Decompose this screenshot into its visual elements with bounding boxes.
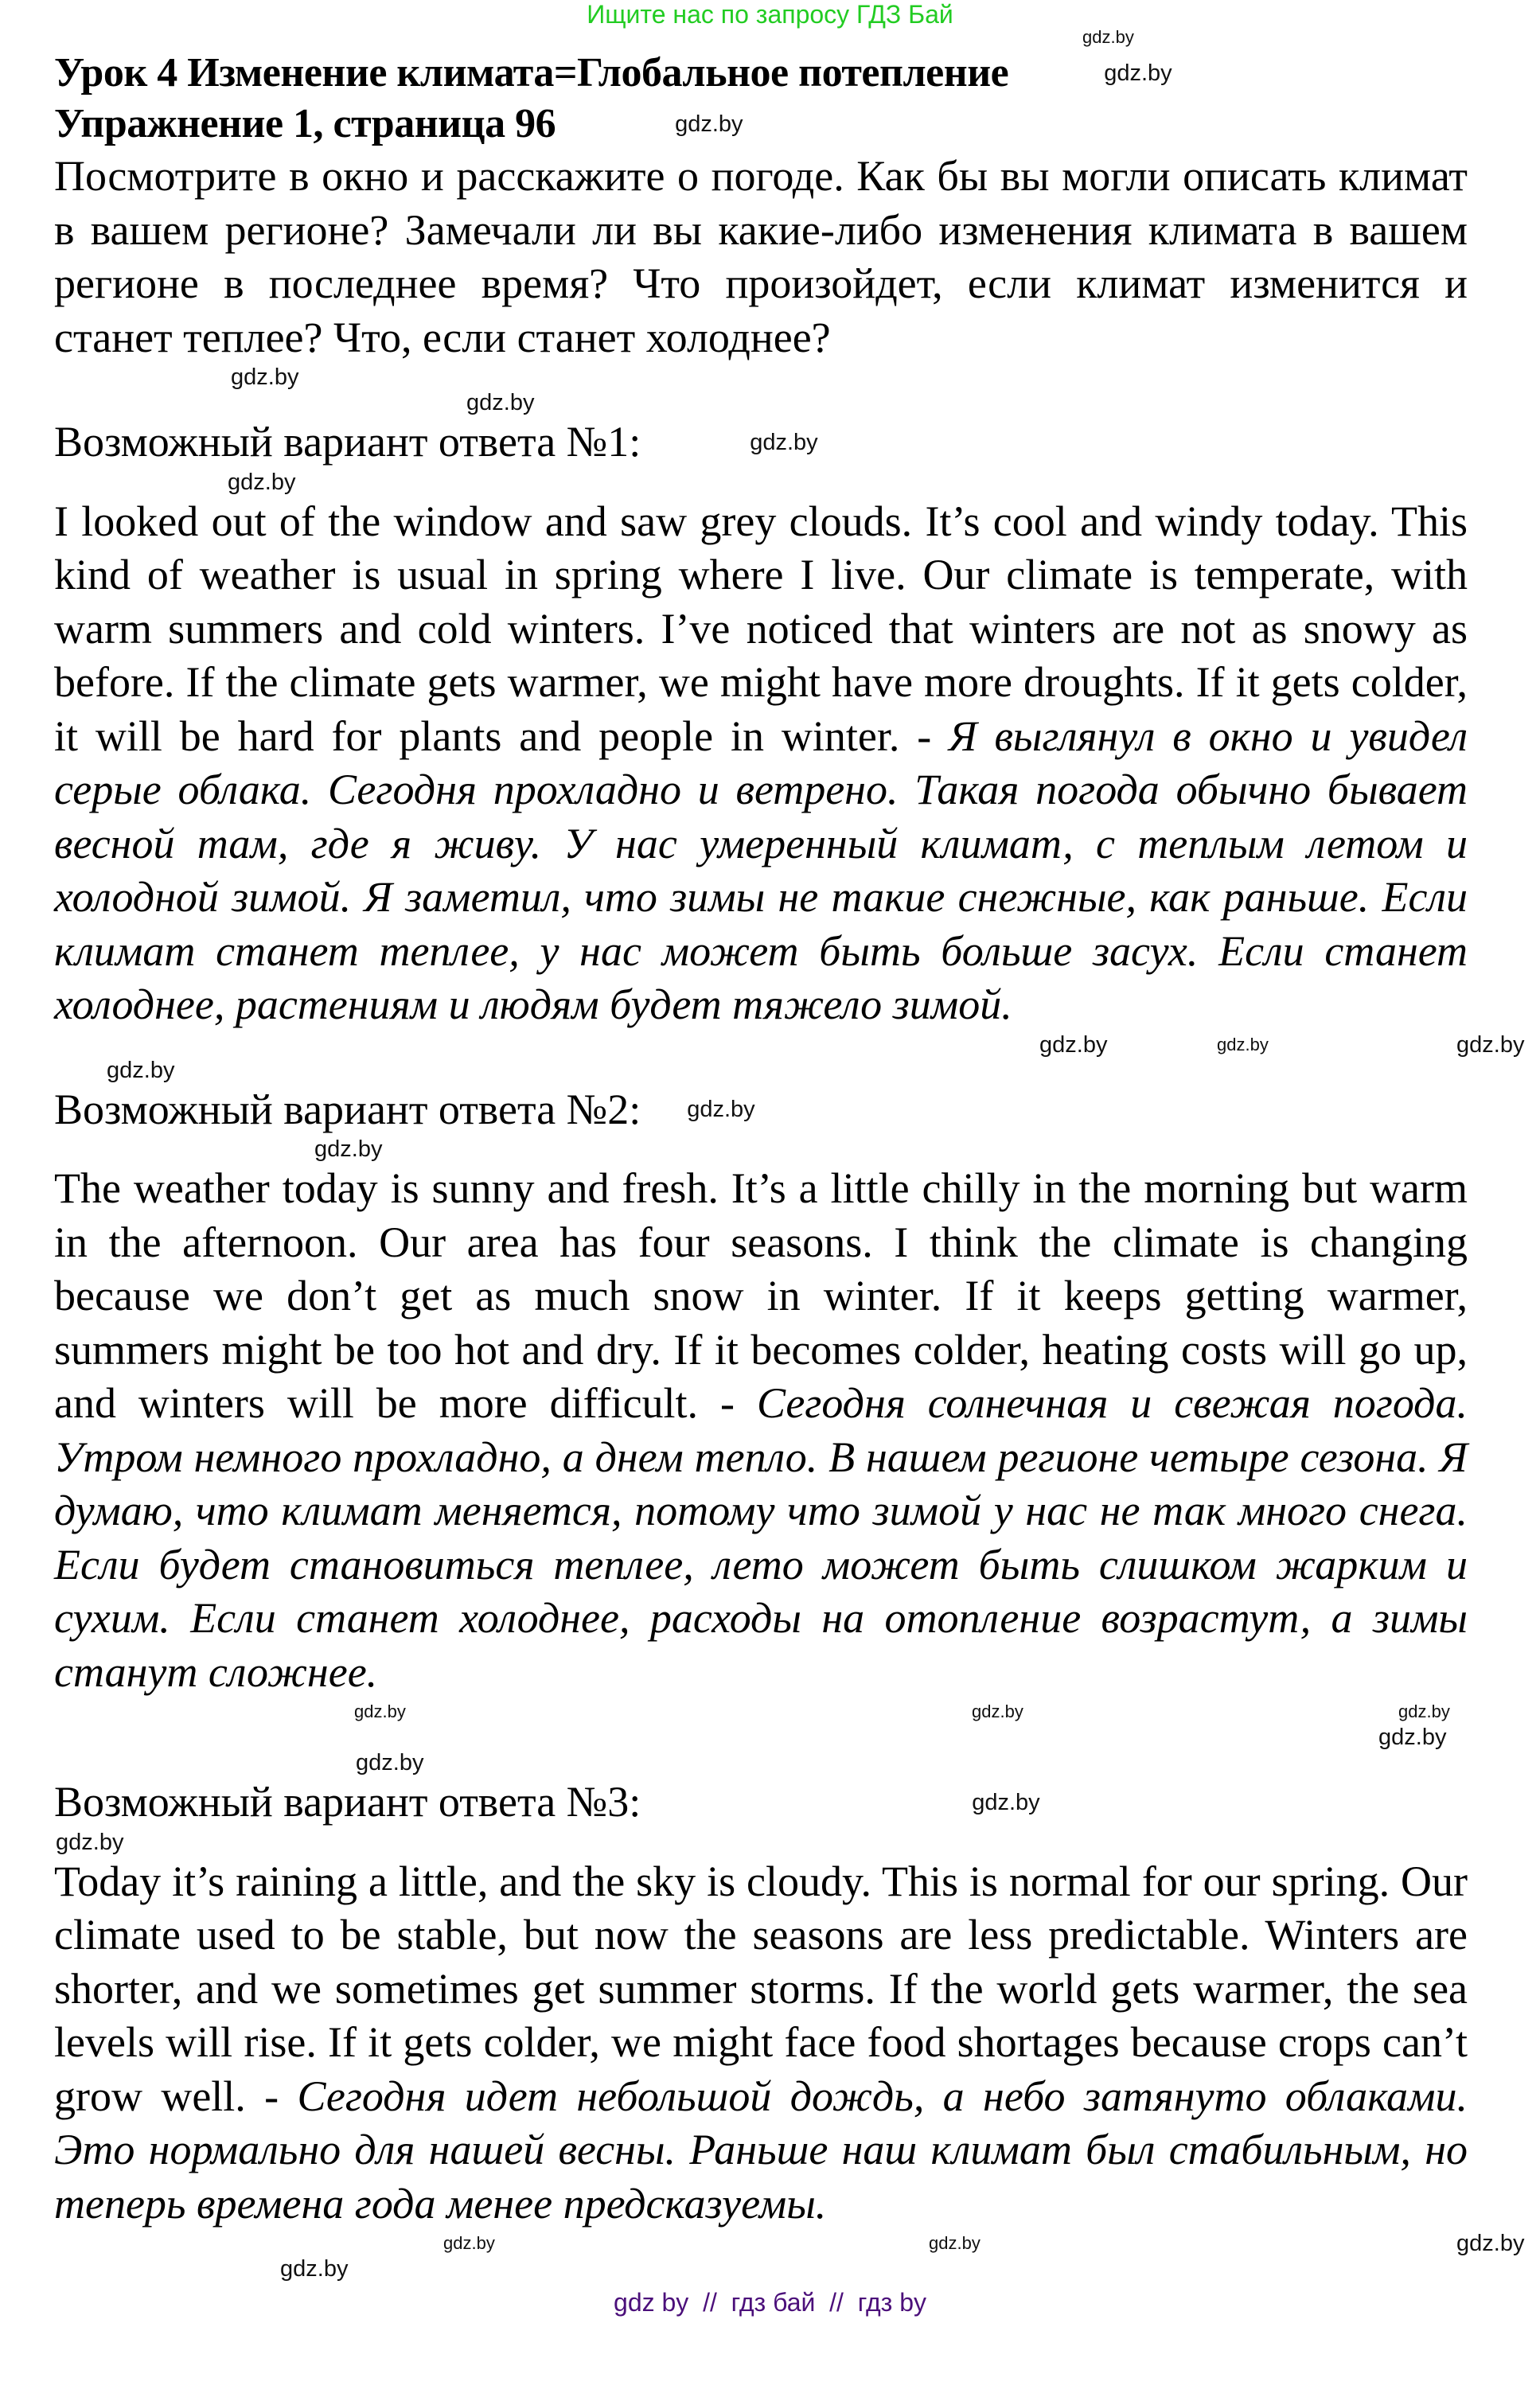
answer-2-russian: Сегодня солнечная и свежая погода. Утром немного прохладно, а днем тепло. В нашем регионе четыре сезона. Я думаю, что климат меняется, потому что зимой у нас не так много снега. Если будет становиться теплее, лето может быть слишком жарким и сухим. Если станет холоднее, расходы на отопление возрастут, а зимы станут сложнее. <box>54 1379 1468 1696</box>
watermark-row <box>0 1699 1540 1725</box>
answer-1-english: I looked out of the window and saw grey clouds. It’s cool and windy today. This kind of weather is usual in spring where I live. Our climate is temperate, with warm summers and cold winters. I’ve noticed that winters are not as snowy as before. If the climate gets warmer, we might have more droughts. If it gets colder, it will be hard for plants and people in winter. - <box>54 497 1468 760</box>
watermark: gdz.by <box>750 429 818 455</box>
watermark: gdz.by <box>354 1701 406 1721</box>
watermark: gdz.by <box>280 2256 349 2282</box>
lesson-title: Урок 4 Изменение климата=Глобальное потепление <box>54 50 1009 95</box>
answer-3-english: Today it’s raining a little, and the sky is cloudy. This is normal for our spring. Our climate used to be stable, but now the seasons are less predictable. Winters are shorter, and we sometimes get summer storms. If the world gets warmer, the sea levels will rise. If it gets colder, we might face food shortages because crops can’t grow well. - <box>54 1857 1468 2120</box>
watermark: gdz.by <box>56 1829 124 1855</box>
exercise-title: Упражнение 1, страница 96 <box>54 101 556 146</box>
watermark-row <box>0 2256 1540 2282</box>
answer-3-label-row <box>54 1775 1468 1830</box>
watermark-row <box>0 1830 1540 1855</box>
subtitle-row <box>54 99 1468 150</box>
watermark: gdz.by <box>107 1057 175 1083</box>
watermark-row <box>0 2231 1540 2256</box>
answer-3-label: Возможный вариант ответа №3: <box>54 1778 641 1826</box>
watermark: gdz.by <box>687 1097 755 1123</box>
watermark: gdz.by <box>1082 27 1134 47</box>
search-banner: Ищите нас по запросу ГДЗ Бай <box>587 0 953 29</box>
answer-1-label: Возможный вариант ответа №1: <box>54 418 641 466</box>
watermark-row <box>0 1725 1540 1750</box>
watermark: gdz.by <box>972 1789 1040 1815</box>
watermark: gdz.by <box>466 390 535 415</box>
watermark: gdz.by <box>1039 1031 1108 1058</box>
watermark: gdz.by <box>1378 1725 1447 1750</box>
title-row <box>54 48 1468 99</box>
watermark: gdz.by <box>1398 1701 1450 1721</box>
answer-1-label-row <box>54 415 1468 470</box>
watermark-row <box>0 390 1540 415</box>
watermark: gdz.by <box>1217 1034 1269 1054</box>
watermark: gdz.by <box>314 1136 383 1162</box>
watermark: gdz.by <box>929 2233 981 2253</box>
answer-3-russian: Сегодня идет небольшой дождь, а небо затянуто облаками. Это нормально для нашей весны. Раньше наш климат был стабильным, но теперь времена года менее предсказуемы. <box>54 2072 1468 2228</box>
watermark: gdz.by <box>972 1701 1023 1721</box>
watermark-row <box>0 1032 1540 1058</box>
watermark: gdz.by <box>1456 1031 1525 1058</box>
watermark-row <box>0 29 1540 48</box>
watermark-row <box>0 470 1540 495</box>
watermark-row <box>0 1058 1540 1083</box>
watermark: gdz.by <box>443 2233 495 2253</box>
watermark: gdz.by <box>356 1750 424 1775</box>
answer-2-label: Возможный вариант ответа №2: <box>54 1085 641 1133</box>
watermark: gdz.by <box>1104 60 1172 86</box>
answer-2-english: The weather today is sunny and fresh. It’s a little chilly in the morning but warm in the afternoon. Our area has four seasons. I think the climate is changing because we don’t get as much snow in winter. If it keeps getting warmer, summers might be too hot and dry. If it becomes colder, heating costs will go up, and winters will be more difficult. - <box>54 1164 1468 1427</box>
task-text: Посмотрите в окно и расскажите о погоде. Как бы вы могли описать климат в вашем регионе? Замечали ли вы какие-либо изменения климата в вашем регионе в последнее время? Что произойдет, если климат изменится и станет теплее? Что, если станет холоднее? <box>54 152 1468 361</box>
answer-3-text <box>54 1855 1468 2232</box>
footer-links: gdz by // гдз бай // гдз by <box>614 2288 926 2317</box>
answer-1-text <box>54 495 1468 1032</box>
watermark-row <box>0 364 1540 390</box>
watermark-row <box>0 1136 1540 1162</box>
answer-2-text <box>54 1162 1468 1699</box>
answer-2-label-row <box>54 1083 1468 1137</box>
answer-1-russian: Я выглянул в окно и увидел серые облака. Сегодня прохладно и ветрено. Такая погода обычно бывает весной там, где я живу. У нас умеренный климат, с теплым летом и холодной зимой. Я заметил, что зимы не такие снежные, как раньше. Если климат станет теплее, у нас может быть больше засух. Если станет холоднее, растениям и людям будет тяжело зимой. <box>54 711 1468 1028</box>
watermark: gdz.by <box>231 364 299 390</box>
watermark: gdz.by <box>228 469 296 495</box>
watermark: gdz.by <box>675 111 743 137</box>
watermark: gdz.by <box>1456 2231 1525 2256</box>
watermark-row <box>0 1750 1540 1775</box>
